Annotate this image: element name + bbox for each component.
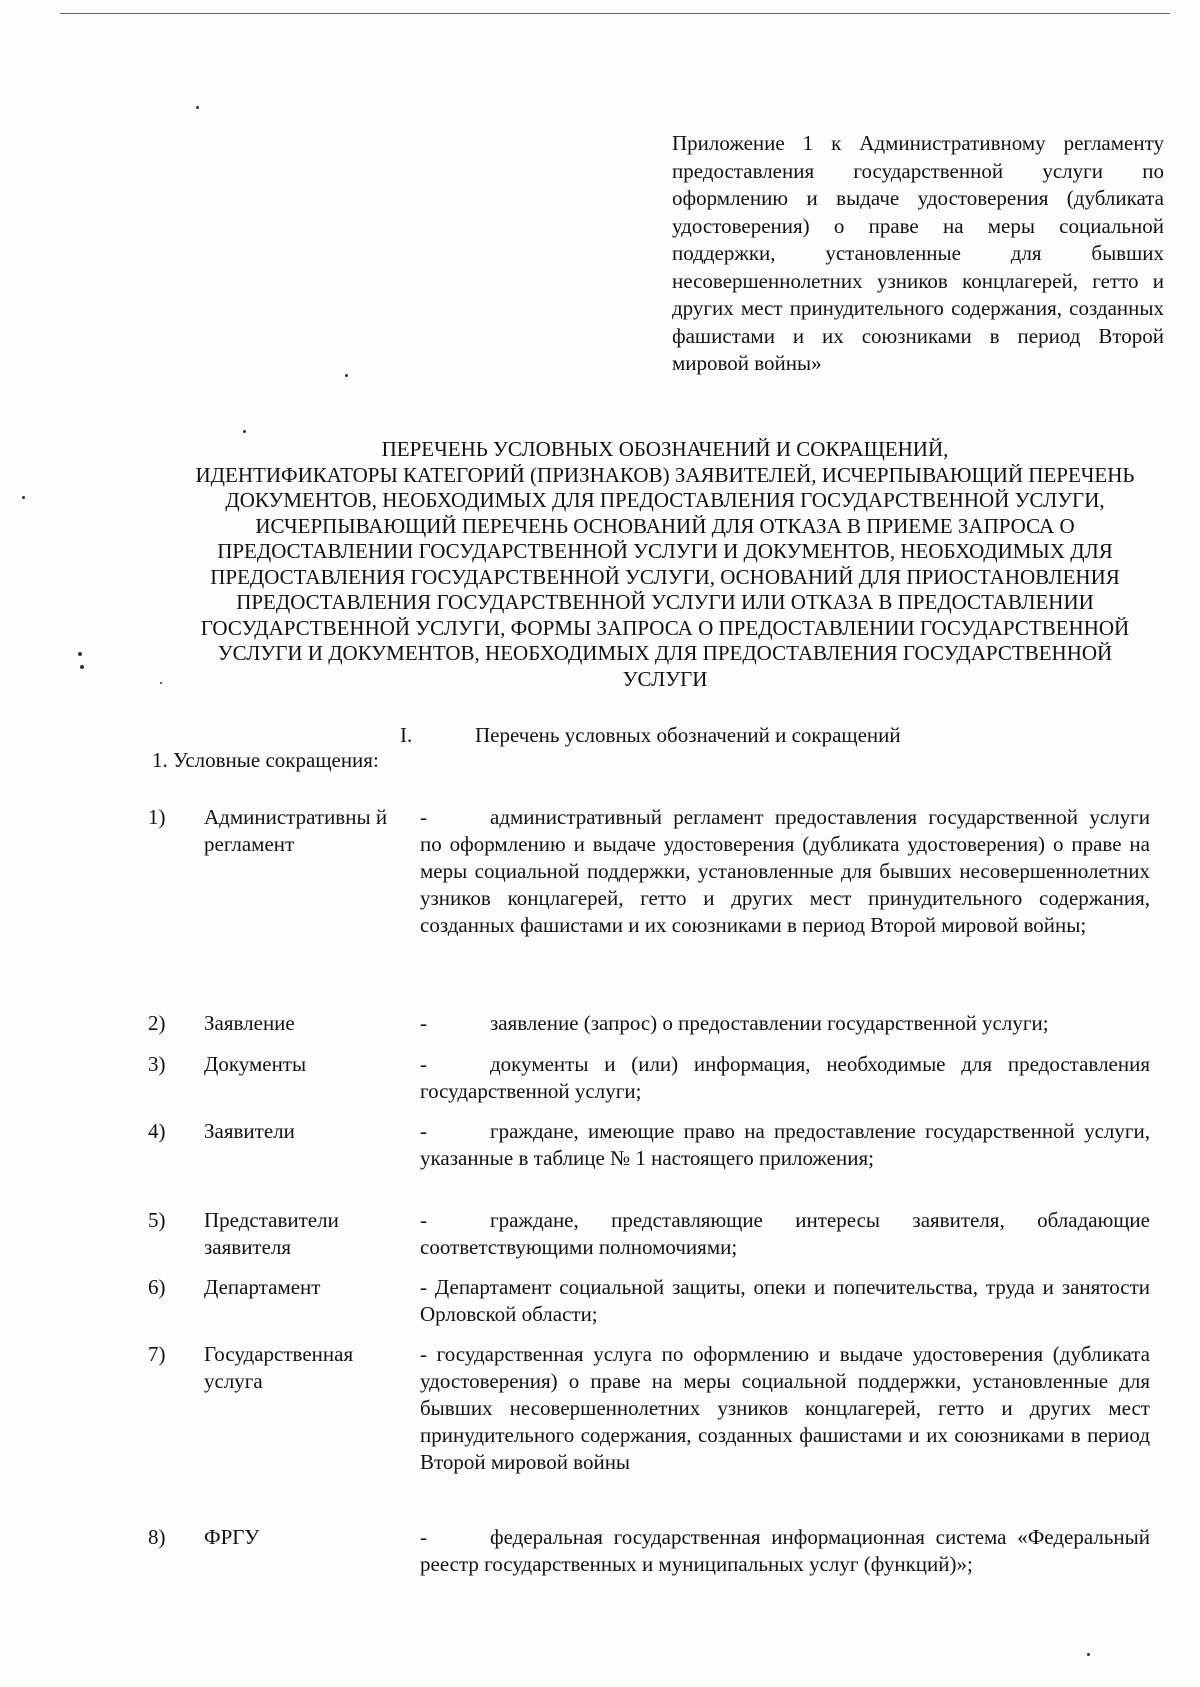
subsection-heading: 1. Условные сокращения: bbox=[152, 748, 379, 772]
title-line: УСЛУГИ И ДОКУМЕНТОВ, НЕОБХОДИМЫХ ДЛЯ ПРЕДОСТАВЛЕНИЯ ГОСУДАРСТВЕННОЙ bbox=[217, 641, 1113, 665]
row-number: 3) bbox=[148, 1052, 166, 1076]
row-description: административный регламент предоставления государственной услуги по оформлению и выдаче удостоверения (дубликата удостоверения) о праве на меры социальной поддержки, установленные для бывших несовершеннолетних узников концлагерей, гетто и других мест принудительного содержания, созданных фашистами и их союзниками в период Второй мировой войны; bbox=[420, 805, 1150, 937]
appendix-note: Приложение 1 к Административному регламенту предоставления государственной услуги по оформлению и выдаче удостоверения (дубликата удостоверения) о праве на меры социальной поддержки, установленные для бывших несовершеннолетних узников концлагерей, гетто и других мест принудительного содержания, созданных фашистами и их союзниками в период Второй мировой войны» bbox=[672, 131, 1164, 375]
row-dash: - bbox=[420, 1052, 427, 1076]
row-description: федеральная государственная информационная система «Федеральный реестр государственных и муниципальных услуг (функций)»; bbox=[420, 1525, 1150, 1576]
row-number: 4) bbox=[148, 1119, 166, 1143]
section-number: I. bbox=[400, 723, 413, 747]
row-description: граждане, представляющие интересы заявителя, обладающие соответствующими полномочиями; bbox=[420, 1208, 1150, 1259]
row-description: - государственная услуга по оформлению и выдаче удостоверения (дубликата удостоверения) о праве на меры социальной поддержки, установленные для бывших несовершеннолетних узников концлагерей, гетто и других мест принудительного содержания, созданных фашистами и их союзниками в период Второй мировой войны bbox=[420, 1342, 1150, 1474]
row-number: 7) bbox=[148, 1342, 166, 1366]
row-term: Заявление bbox=[204, 1011, 295, 1035]
row-term: ФРГУ bbox=[204, 1525, 260, 1549]
title-line: ИДЕНТИФИКАТОРЫ КАТЕГОРИЙ (ПРИЗНАКОВ) ЗАЯВИТЕЛЕЙ, ИСЧЕРПЫВАЮЩИЙ ПЕРЕЧЕНЬ bbox=[195, 462, 1135, 487]
row-term: Административны й регламент bbox=[204, 805, 388, 856]
row-dash: - bbox=[420, 1011, 427, 1035]
row-number: 6) bbox=[148, 1275, 166, 1299]
row-description: граждане, имеющие право на предоставление государственной услуги, указанные в таблице № 1 настоящего приложения; bbox=[420, 1119, 1150, 1170]
document-title bbox=[150, 437, 1180, 692]
title-line: УСЛУГИ bbox=[622, 666, 708, 691]
row-number: 2) bbox=[148, 1011, 166, 1035]
row-term: Заявители bbox=[204, 1119, 295, 1143]
scan-speck bbox=[345, 374, 348, 377]
title-line: ИСЧЕРПЫВАЮЩИЙ ПЕРЕЧЕНЬ ОСНОВАНИЙ ДЛЯ ОТКАЗА В ПРИЕМЕ ЗАПРОСА О bbox=[255, 513, 1075, 538]
section-title: Перечень условных обозначений и сокращений bbox=[475, 723, 901, 747]
scan-speck bbox=[196, 106, 199, 109]
title-line: ПРЕДОСТАВЛЕНИЯ ГОСУДАРСТВЕННОЙ УСЛУГИ ИЛИ ОТКАЗА В ПРЕДОСТАВЛЕНИИ bbox=[236, 590, 1094, 614]
scan-speck bbox=[80, 665, 84, 669]
row-dash: - bbox=[420, 805, 427, 829]
row-number: 8) bbox=[148, 1525, 166, 1549]
row-dash: - bbox=[420, 1119, 427, 1143]
row-term: Представители заявителя bbox=[204, 1208, 339, 1259]
title-line: ПРЕДОСТАВЛЕНИИ ГОСУДАРСТВЕННОЙ УСЛУГИ И ДОКУМЕНТОВ, НЕОБХОДИМЫХ ДЛЯ bbox=[217, 539, 1113, 563]
scan-speck bbox=[22, 496, 25, 499]
scan-speck bbox=[243, 430, 246, 433]
row-term: Государственная услуга bbox=[204, 1342, 354, 1393]
row-description: заявление (запрос) о предоставлении государственной услуги; bbox=[490, 1011, 1049, 1035]
row-term: Департамент bbox=[204, 1275, 321, 1299]
scan-top-edge bbox=[60, 13, 1170, 14]
row-dash: - bbox=[420, 1208, 427, 1232]
title-line: ДОКУМЕНТОВ, НЕОБХОДИМЫХ ДЛЯ ПРЕДОСТАВЛЕНИЯ ГОСУДАРСТВЕННОЙ УСЛУГИ, bbox=[225, 488, 1105, 512]
row-description: документы и (или) информация, необходимые для предоставления государственной услуги; bbox=[420, 1052, 1150, 1103]
row-number: 5) bbox=[148, 1208, 166, 1232]
title-line: ПЕРЕЧЕНЬ УСЛОВНЫХ ОБОЗНАЧЕНИЙ И СОКРАЩЕНИЙ, bbox=[381, 437, 949, 461]
scan-speck bbox=[1087, 1653, 1090, 1656]
title-line: ПРЕДОСТАВЛЕНИЯ ГОСУДАРСТВЕННОЙ УСЛУГИ, ОСНОВАНИЙ ДЛЯ ПРИОСТАНОВЛЕНИЯ bbox=[210, 564, 1120, 589]
scan-speck bbox=[78, 652, 82, 656]
title-line: ГОСУДАРСТВЕННОЙ УСЛУГИ, ФОРМЫ ЗАПРОСА О ПРЕДОСТАВЛЕНИИ ГОСУДАРСТВЕННОЙ bbox=[200, 615, 1130, 640]
row-description: - Департамент социальной защиты, опеки и попечительства, труда и занятости Орловской области; bbox=[420, 1275, 1150, 1326]
row-number: 1) bbox=[148, 805, 166, 829]
row-dash: - bbox=[420, 1525, 427, 1549]
row-term: Документы bbox=[204, 1052, 307, 1076]
